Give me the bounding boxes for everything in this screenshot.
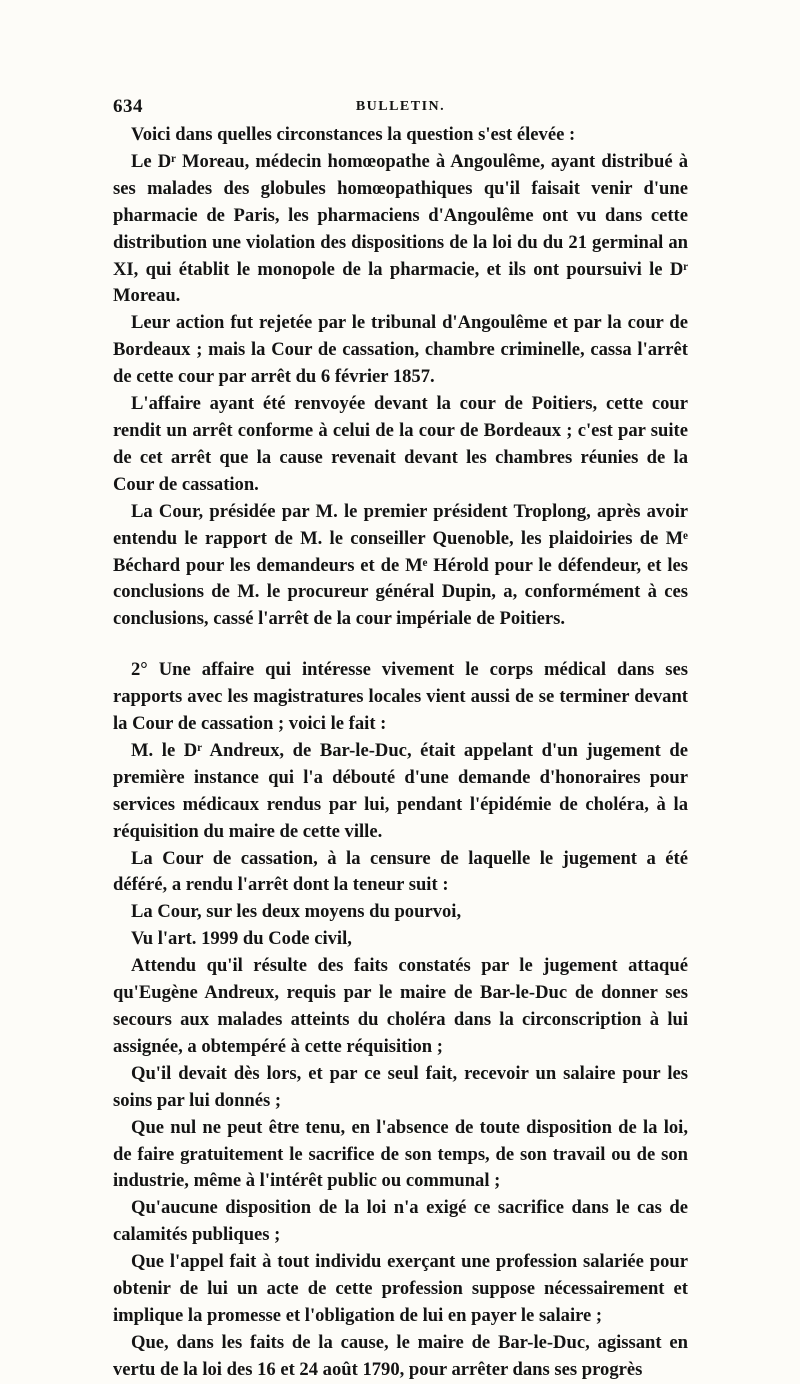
paragraph: Que l'appel fait à tout individu exerçant une profession salariée pour obtenir de lui un acte de cette profession suppose nécessairement et implique la promesse et l'obligation de lui en payer le salaire ; bbox=[113, 1251, 688, 1326]
body-text bbox=[113, 122, 688, 1384]
paragraph: Qu'il devait dès lors, et par ce seul fait, recevoir un salaire pour les soins par lui donnés ; bbox=[113, 1062, 688, 1111]
section-gap bbox=[113, 633, 688, 657]
paragraph: La Cour, présidée par M. le premier président Troplong, après avoir entendu le rapport de M. le conseiller Quenoble, les plaidoiries de Mᵉ Béchard pour les demandeurs et de Mᵉ Hérold pour le défendeur, et les conclusions de M. le procureur général Dupin, a, conformément à ces conclusions, cassé l'arrêt de la cour impériale de Poitiers. bbox=[113, 500, 688, 630]
paragraph: Que, dans les faits de la cause, le maire de Bar-le-Duc, agissant en vertu de la loi des 16 et 24 août 1790, pour arrêter dans ses progrès bbox=[113, 1331, 688, 1380]
paragraph: 2° Une affaire qui intéresse vivement le corps médical dans ses rapports avec les magistratures locales vient aussi de se terminer devant la Cour de cassation ; voici le fait : bbox=[113, 659, 688, 735]
paragraph: Leur action fut rejetée par le tribunal d'Angoulême et par la cour de Bordeaux ; mais la Cour de cassation, chambre criminelle, cassa l'arrêt de cette cour par arrêt du 6 février 1857. bbox=[113, 312, 688, 388]
paragraph: Qu'aucune disposition de la loi n'a exigé ce sacrifice dans le cas de calamités publiques ; bbox=[113, 1197, 688, 1246]
paragraph: L'affaire ayant été renvoyée devant la cour de Poitiers, cette cour rendit un arrêt conforme à celui de la cour de Bordeaux ; c'est par suite de cet arrêt que la cause revenait devant les chambres réunies de la Cour de cassation. bbox=[113, 393, 688, 495]
running-head: BULLETIN. bbox=[355, 99, 446, 114]
paragraph: Le Dʳ Moreau, médecin homœopathe à Angoulême, ayant distribué à ses malades des globules homœopathiques qu'il faisait venir d'une pharmacie de Paris, les pharmaciens d'Angoulême ont vu dans cette distribution une violation des dispositions de la loi du du 21 germinal an XI, qui établit le monopole de la pharmacie, et ils ont poursuivi le Dʳ Moreau. bbox=[113, 150, 688, 307]
paragraph: Voici dans quelles circonstances la question s'est élevée : bbox=[131, 124, 576, 145]
page-header bbox=[113, 96, 688, 122]
paragraph: M. le Dʳ Andreux, de Bar-le-Duc, était appelant d'un jugement de première instance qui l'a débouté d'une demande d'honoraires pour services médicaux rendus par lui, pendant l'épidémie de choléra, à la réquisition du maire de cette ville. bbox=[113, 739, 688, 842]
paragraph: Vu l'art. 1999 du Code civil, bbox=[131, 928, 352, 950]
document-page bbox=[113, 96, 688, 1384]
page-number: 634 bbox=[113, 96, 143, 117]
paragraph: La Cour de cassation, à la censure de laquelle le jugement a été déféré, a rendu l'arrêt dont la teneur suit : bbox=[113, 847, 688, 896]
paragraph: Que nul ne peut être tenu, en l'absence de toute disposition de la loi, de faire gratuitement le sacrifice de son temps, de son travail ou de son industrie, même à l'intérêt public ou communal ; bbox=[113, 1116, 688, 1192]
paragraph: Attendu qu'il résulte des faits constatés par le jugement attaqué qu'Eugène Andreux, requis par le maire de Bar-le-Duc de donner ses secours aux malades atteints du choléra dans la circonscription à lui assignée, a obtempéré à cette réquisition ; bbox=[113, 955, 688, 1057]
paragraph: La Cour, sur les deux moyens du pourvoi, bbox=[131, 901, 462, 923]
